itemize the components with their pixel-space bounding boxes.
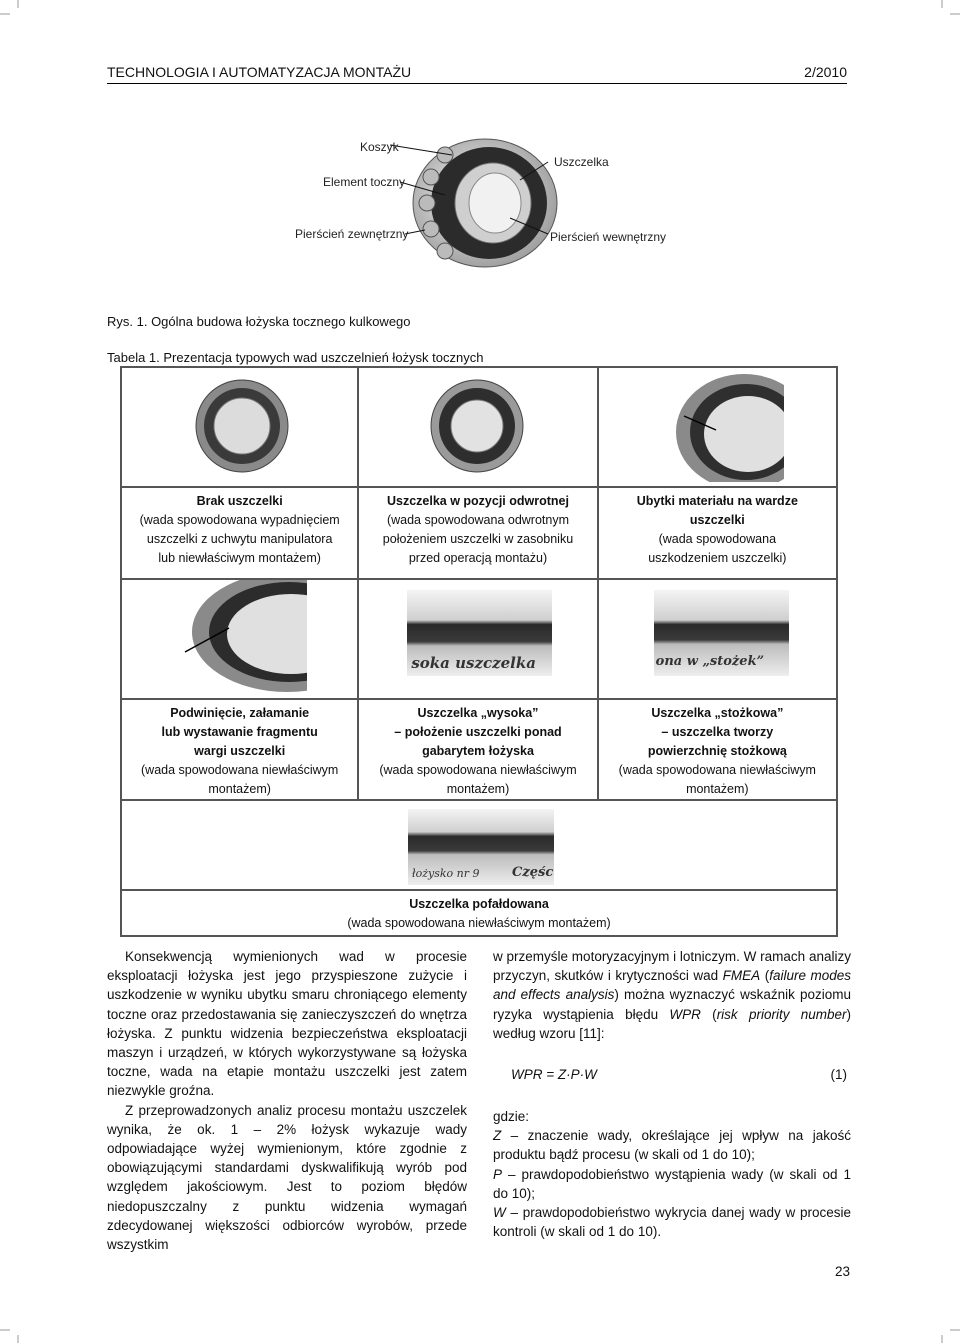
bearing-figure [0, 100, 960, 310]
defect-line: lub niewłaściwym montażem) [158, 551, 321, 565]
defect-title: lub wystawanie fragmentu [161, 725, 318, 739]
paragraph: Konsekwencją wymienionych wad w procesie eksploatacji łożyska jest jego przyspieszone zużycie i uszkodzenie w wyniku ubytku smaru chroniącego elementy toczne oraz przedostawania się zanieczyszczeń do wnętrza łożyska. Z punktu widzenia bezpieczeństwa eksploatacji maszyn i urządzeń, w których wykorzystywane są łożyska toczne, wada na etapie montażu uszczelki jest zatem niezwykle groźna. [107, 949, 467, 1099]
defect-high-seal [358, 699, 597, 800]
definition-text: – prawdopodobieństwo wystąpienia wady (w skali od 1 do 10); [493, 1166, 851, 1201]
defect-line: przed operacją montażu) [408, 551, 548, 565]
photo-cell-wavy-seal [121, 800, 837, 890]
photo-text-lozysko: łożysko nr 9 [412, 867, 480, 880]
symbol: P [493, 1166, 503, 1182]
text-run: ) można wyznaczyć wskaźnik poziomu ryzyka wystąpienia błędu [493, 987, 851, 1022]
defect-title-2: uszczelki [689, 513, 745, 527]
text-run: risk priority number [716, 1006, 847, 1022]
defect-title: Uszczelka pofałdowana [409, 897, 549, 911]
photo-reversed-seal [427, 376, 527, 476]
label-koszyk: Koszyk [360, 140, 399, 154]
photo-folded-lip [177, 580, 307, 698]
defect-title: Uszczelka w pozycji odwrotnej [386, 494, 569, 508]
defect-line: uszczelki z uchwytu manipulatora [146, 532, 333, 546]
defect-title: gabarytem łożyska [422, 744, 534, 758]
defect-line: (wada spowodowana niewłaściwym [141, 763, 339, 777]
symbol: Z [493, 1128, 502, 1144]
defect-no-seal [121, 487, 358, 579]
definition-text: – znaczenie wady, określające jej wpływ na jakość produktu bądź procesu (w skali od 1 do 10); [493, 1128, 851, 1163]
defect-line: uszkodzeniem uszczelki) [648, 551, 787, 565]
photo-no-seal [192, 376, 292, 476]
photo-cell-high-seal [358, 579, 597, 699]
defect-title: Uszczelka „stożkowa” [651, 706, 784, 720]
photo-wavy-seal [408, 809, 554, 885]
equation-body: WPR = Z·P·W [511, 1067, 597, 1083]
defect-title: powierzchnię stożkową [647, 744, 787, 758]
figure-leader-lines [0, 100, 960, 310]
defect-title: Ubytki materiału na wardze [636, 494, 798, 508]
defect-line: (wada spowodowana odwrotnym [386, 513, 570, 527]
symbol: W [493, 1205, 506, 1221]
figure-caption: Rys. 1. Ogólna budowa łożyska tocznego kulkowego [107, 314, 411, 329]
where-label: gdzie: [493, 1109, 530, 1125]
running-header [107, 63, 847, 84]
defect-title: Uszczelka „wysoka” [417, 706, 539, 720]
label-uszczelka: Uszczelka [554, 155, 609, 169]
defect-line: (wada spowodowana niewłaściwym [379, 763, 577, 777]
defect-line: (wada spowodowana wypadnięciem [139, 513, 340, 527]
text-run: ) według wzoru [11]: [493, 1006, 852, 1041]
text-column-right [493, 947, 851, 1241]
photo-cell-reversed [358, 367, 597, 487]
label-pierscien-zewnetrzny: Pierścień zewnętrzny [295, 227, 409, 241]
photo-material-loss [674, 372, 784, 482]
defects-table [120, 366, 838, 937]
page-number: 23 [834, 1264, 850, 1279]
definition-text: – prawdopodobieństwo wykrycia danej wady w procesie kontroli (w skali od 1 do 10). [493, 1205, 851, 1240]
label-element-toczny: Element toczny [323, 175, 406, 189]
journal-title: TECHNOLOGIA I AUTOMATYZACJA MONTAŻU [107, 64, 412, 80]
photo-text-czesci: Częśc [512, 865, 554, 880]
equation [493, 1065, 851, 1085]
defect-line: położeniem uszczelki w zasobniku [382, 532, 574, 546]
defect-line: (wada spowodowana [658, 532, 777, 546]
definition-w [493, 1203, 851, 1241]
defect-wavy-seal [121, 890, 837, 936]
defect-line: (wada spowodowana niewłaściwym [618, 763, 816, 777]
defect-line: (wada spowodowana niewłaściwym montażem) [347, 916, 611, 930]
text-column-left [107, 947, 467, 1254]
photo-high-seal [407, 590, 552, 676]
table-caption: Tabela 1. Prezentacja typowych wad uszczelnień łożysk tocznych [107, 350, 484, 365]
equation-number: (1) [830, 1067, 847, 1083]
defect-reversed [358, 487, 597, 579]
text-run: FMEA [722, 968, 761, 984]
label-pierscien-wewnetrzny: Pierścień wewnętrzny [550, 230, 667, 244]
paragraph [493, 947, 851, 1043]
defect-title: – uszczelka tworzy [661, 725, 774, 739]
photo-cell-material-loss [598, 367, 837, 487]
defect-line: montażem) [208, 782, 271, 796]
defect-title: Podwinięcie, załamanie [170, 706, 310, 720]
photo-conical-seal [654, 590, 789, 676]
definition-p [493, 1165, 851, 1203]
defect-title: – położenie uszczelki ponad [394, 725, 562, 739]
text-run: failure modes and effects analysis [493, 968, 851, 1003]
issue-number: 2/2010 [804, 64, 847, 80]
defect-material-loss [598, 487, 837, 579]
defect-conical-seal [598, 699, 837, 800]
photo-text-stozek: ona w „stożek” [655, 654, 765, 669]
text-run: WPR [669, 1006, 701, 1022]
paragraph: Z przeprowadzonych analiz procesu montażu uszczelek wynika, że ok. 1 – 2% łożysk wykazuje wady odpowiadające wyżej wymienionym, które zgodnie z obowiązującymi standardami dyskwalifikują wyrób pod względem jakościowym. Jest to poziom błędów niedopuszczalny z punktu widzenia wymagań zdecydowanej większości odbiorców wyrobów, przede wszystkim [107, 1102, 467, 1253]
defect-line: montażem) [446, 782, 510, 796]
photo-cell-no-seal [121, 367, 358, 487]
defect-folded-lip [121, 699, 358, 800]
text-run: ( [760, 968, 770, 984]
text-run: ( [700, 1006, 717, 1022]
photo-cell-folded-lip [121, 579, 358, 699]
defect-title: Brak uszczelki [196, 494, 283, 508]
defect-title: wargi uszczelki [194, 744, 286, 758]
definition-z [493, 1126, 851, 1164]
defect-line: montażem) [686, 782, 749, 796]
photo-text-wysoka: soka uszczelka [411, 654, 536, 672]
photo-cell-conical-seal [598, 579, 837, 699]
text-run: w przemyśle motoryzacyjnym i lotniczym. W ramach analizy przyczyn, skutków i krytyczności wad [493, 949, 851, 984]
